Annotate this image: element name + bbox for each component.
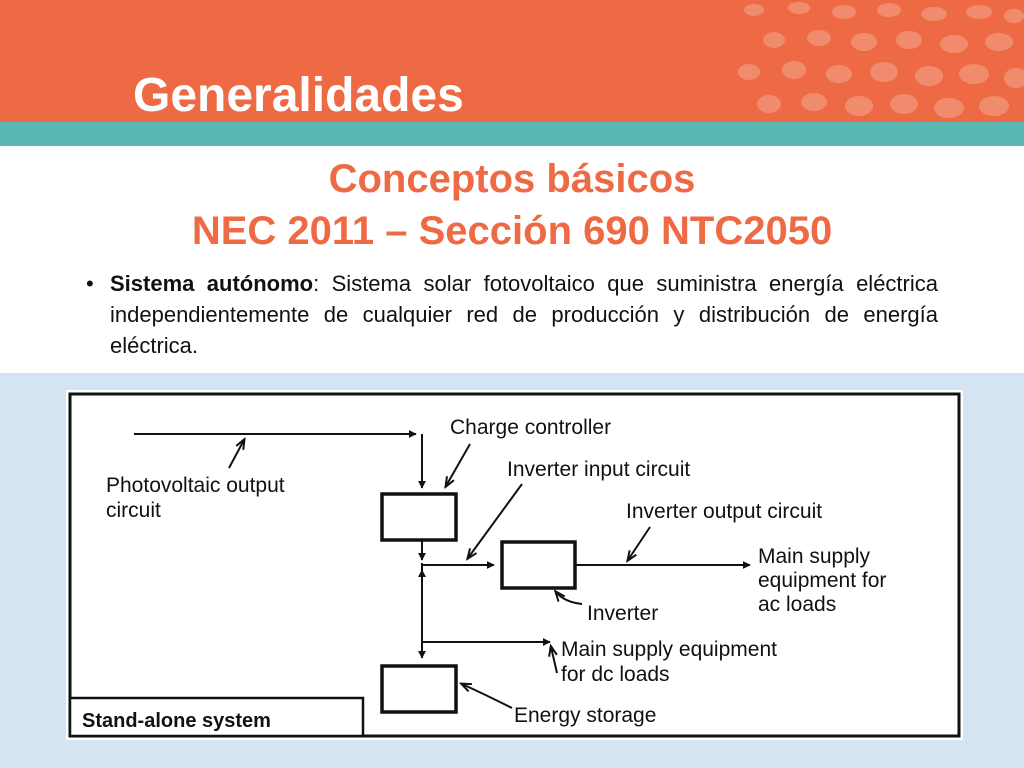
dc-loads-leader	[551, 647, 557, 673]
bullet-definition: : Sistema solar fotovoltaico que suministra energía eléctrica independientemente de cualquier red de producción y distribución de energía eléctrica.	[110, 271, 938, 358]
charge-controller-box	[382, 494, 456, 540]
ac-loads-label-line-3: ac loads	[758, 593, 837, 616]
subtitle-line-1: Conceptos básicos	[328, 157, 696, 201]
bullet-icon: •	[86, 271, 94, 296]
bullet-text	[110, 268, 938, 361]
bullet-item	[86, 268, 938, 361]
diagram-canvas	[66, 390, 963, 740]
stand-alone-system-diagram	[66, 390, 963, 740]
stand-alone-label: Stand-alone system	[82, 710, 271, 732]
inverter-output-label: Inverter output circuit	[626, 500, 823, 523]
page-title: Generalidades	[133, 69, 464, 122]
header-banner	[0, 0, 1024, 122]
decorative-dots	[724, 0, 1024, 122]
ac-loads-label-line-2: equipment for	[758, 569, 887, 592]
pv-output-label-line-1: Photovoltaic output	[106, 474, 285, 497]
dc-loads-label-line-2: for dc loads	[561, 663, 670, 686]
header-accent-bar	[0, 122, 1024, 146]
pv-label-leader	[229, 440, 244, 468]
energy-storage-label: Energy storage	[514, 704, 657, 727]
controller-label-leader	[446, 444, 470, 486]
inverter-box	[502, 542, 575, 588]
bullet-term: Sistema autónomo	[110, 271, 314, 296]
inverter-label-leader	[556, 592, 582, 604]
storage-label-leader	[462, 684, 512, 708]
energy-storage-box	[382, 666, 456, 712]
subtitle-line-2: NEC 2011 – Sección 690 NTC2050	[191, 209, 833, 253]
dc-loads-label-line-1: Main supply equipment	[561, 638, 777, 661]
inverter-label: Inverter	[587, 602, 659, 625]
slide-subtitle	[0, 153, 1024, 257]
inverter-input-label: Inverter input circuit	[507, 458, 691, 481]
charge-controller-label: Charge controller	[450, 416, 612, 439]
inverter-output-leader	[628, 527, 650, 560]
ac-loads-label-line-1: Main supply	[758, 545, 871, 568]
pv-output-label-line-2: circuit	[106, 499, 161, 522]
